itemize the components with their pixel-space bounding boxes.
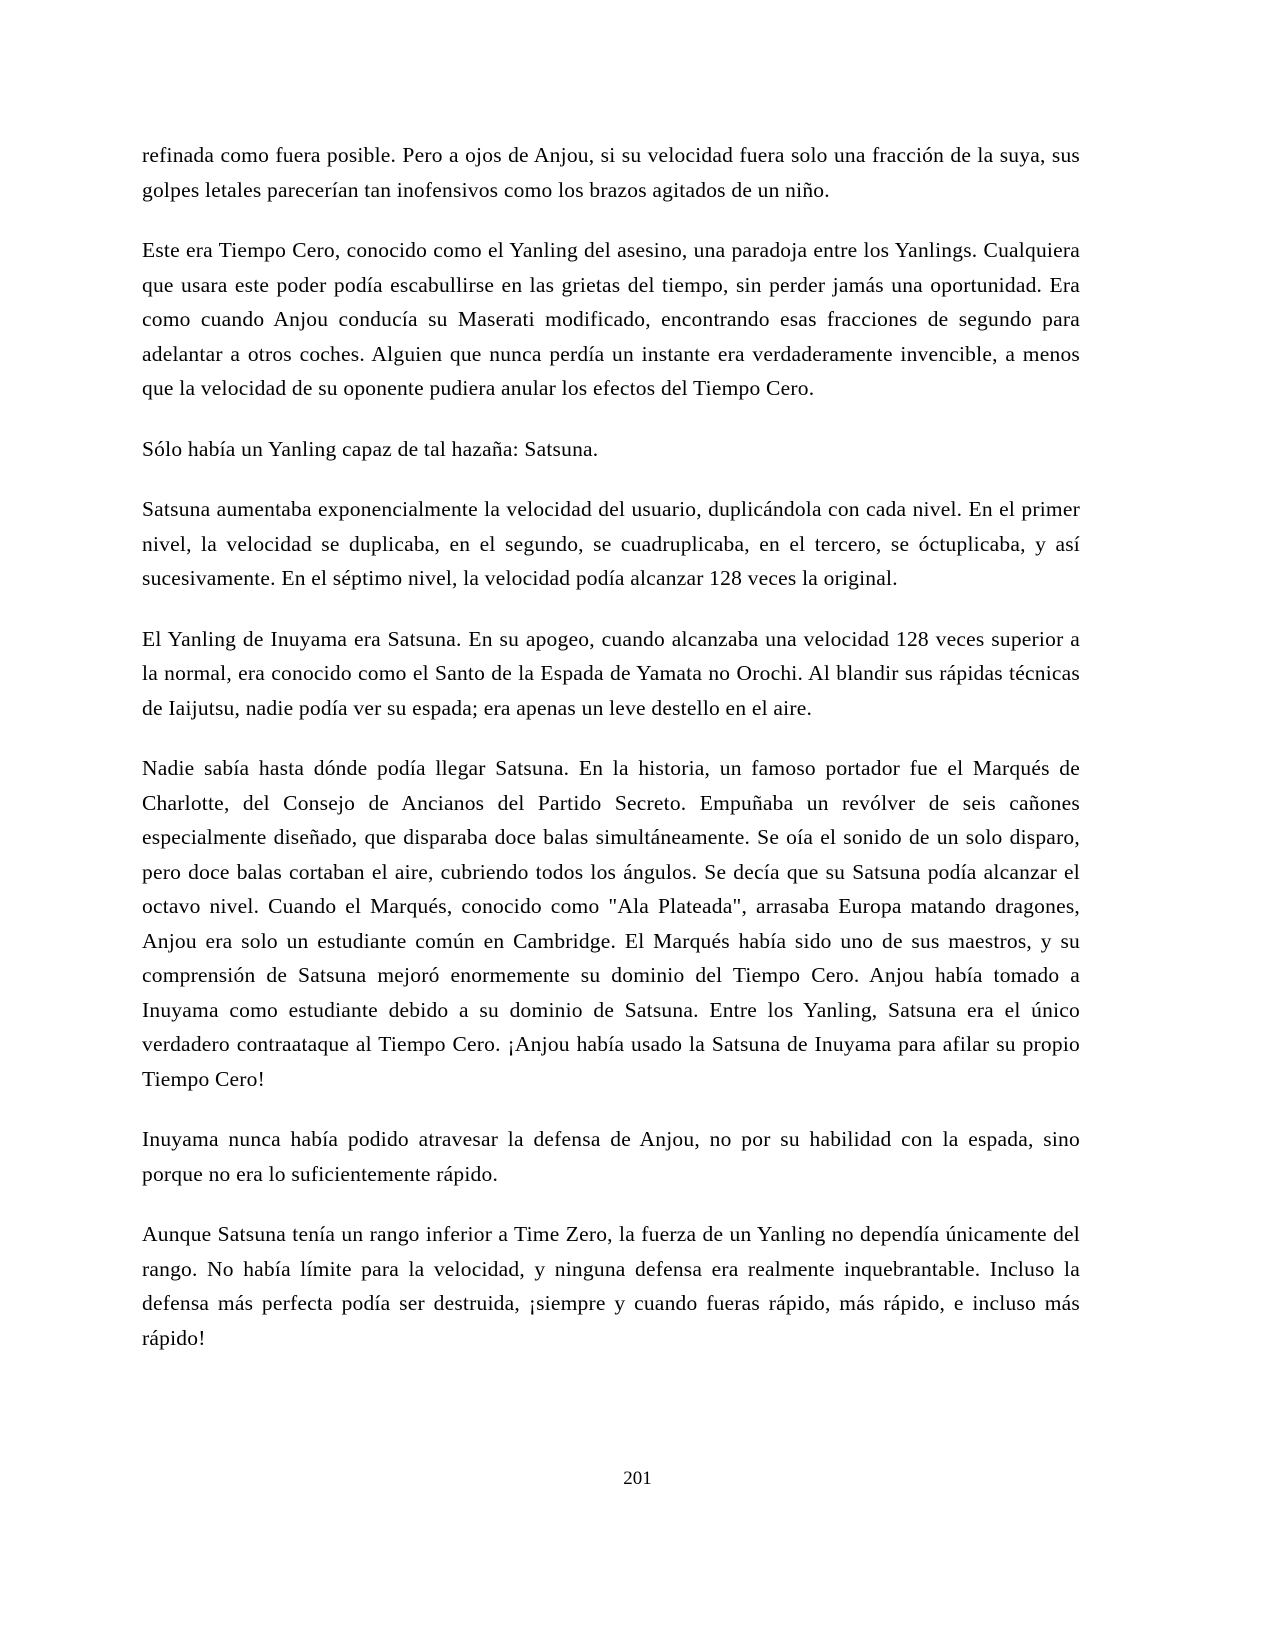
paragraph: refinada como fuera posible. Pero a ojos de Anjou, si su velocidad fuera solo una fracción de la suya, sus golpes letales parecerían tan inofensivos como los brazos agitados de un niño.: [142, 143, 1080, 202]
body-text-column: [142, 138, 1080, 1355]
paragraph: El Yanling de Inuyama era Satsuna. En su apogeo, cuando alcanzaba una velocidad 128 veces superior a la normal, era conocido como el Santo de la Espada de Yamata no Orochi. Al blandir sus rápidas técnicas de Iaijutsu, nadie podía ver su espada; era apenas un leve destello en el aire.: [142, 626, 1080, 720]
paragraph: Sólo había un Yanling capaz de tal hazaña: Satsuna.: [142, 436, 599, 461]
paragraph: Satsuna aumentaba exponencialmente la velocidad del usuario, duplicándola con cada nivel. En el primer nivel, la velocidad se duplicaba, en el segundo, se cuadruplicaba, en el tercero, se óctuplicaba, y así sucesivamente. En el séptimo nivel, la velocidad podía alcanzar 128 veces la original.: [142, 497, 1080, 590]
paragraph: Inuyama nunca había podido atravesar la defensa de Anjou, no por su habilidad con la espada, sino porque no era lo suficientemente rápido.: [142, 1127, 1080, 1186]
paragraph: Nadie sabía hasta dónde podía llegar Satsuna. En la historia, un famoso portador fue el Marqués de Charlotte, del Consejo de Ancianos del Partido Secreto. Empuñaba un revólver de seis cañones especialmente diseñado, que disparaba doce balas simultáneamente. Se oía el sonido de un solo disparo, pero doce balas cortaban el aire, cubriendo todos los ángulos. Se decía que su Satsuna podía alcanzar el octavo nivel. Cuando el Marqués, conocido como "Ala Plateada", arrasaba Europa matando dragones, Anjou era solo un estudiante común en Cambridge. El Marqués había sido uno de sus maestros, y su comprensión de Satsuna mejoró enormemente su dominio del Tiempo Cero. Anjou había tomado a Inuyama como estudiante debido a su dominio de Satsuna. Entre los Yanling, Satsuna era el único verdadero contraataque al Tiempo Cero. ¡Anjou había usado la Satsuna de Inuyama para afilar su propio Tiempo Cero!: [142, 756, 1080, 1091]
page-number: 201: [623, 1468, 652, 1489]
paragraph: Este era Tiempo Cero, conocido como el Yanling del asesino, una paradoja entre los Yanlings. Cualquiera que usara este poder podía escabullirse en las grietas del tiempo, sin perder jamás una oportunidad. Era como cuando Anjou conducía su Maserati modificado, encontrando esas fracciones de segundo para adelantar a otros coches. Alguien que nunca perdía un instante era verdaderamente invencible, a menos que la velocidad de su oponente pudiera anular los efectos del Tiempo Cero.: [142, 238, 1080, 400]
paragraph: Aunque Satsuna tenía un rango inferior a Time Zero, la fuerza de un Yanling no dependía únicamente del rango. No había límite para la velocidad, y ninguna defensa era realmente inquebrantable. Incluso la defensa más perfecta podía ser destruida, ¡siempre y cuando fueras rápido, más rápido, e incluso más rápido!: [142, 1222, 1080, 1350]
